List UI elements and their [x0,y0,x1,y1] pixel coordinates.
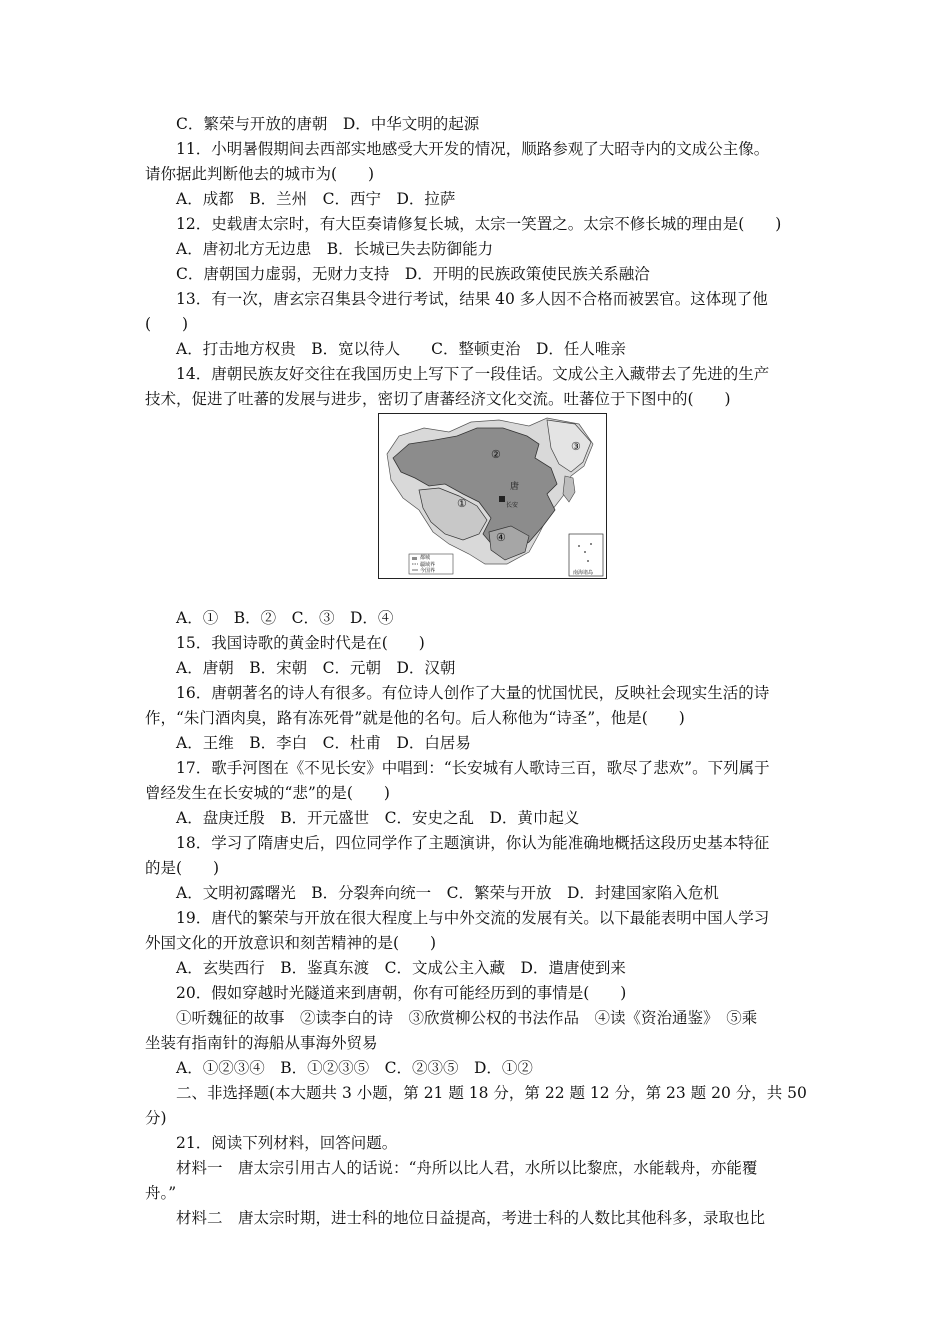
text-line: A．唐朝 B．宋朝 C．元朝 D．汉朝 [176,659,456,677]
text-line: 分) [145,1109,167,1127]
map-legend-modern: 今国界 [420,568,436,574]
text-line: 16．唐朝著名的诗人有很多。有位诗人创作了大量的忧国忧民，反映社会现实生活的诗 [176,684,770,702]
text-line: ( ) [145,315,189,333]
text-line: 14．唐朝民族友好交往在我国历史上写下了一段佳话。文成公主入藏带去了先进的生产 [176,365,770,383]
text-line: 舟。” [145,1184,177,1202]
text-line: 12．史载唐太宗时，有大臣奏请修复长城，太宗一笑置之。太宗不修长城的理由是( ) [176,215,782,233]
map-figure [145,413,810,603]
text-line: A．成都 B．兰州 C．西宁 D．拉萨 [176,190,456,208]
map-legend-border: 疆域界 [420,562,436,568]
map-marker-1: ① [457,497,467,510]
text-line: 21．阅读下列材料，回答问题。 [176,1134,398,1152]
text-line: A．唐初北方无边患 B．长城已失去防御能力 [176,240,494,258]
text-line: 13．有一次，唐玄宗召集县令进行考试，结果 40 多人因不合格而被罢官。这体现了他 [176,290,768,308]
map-label-nanhai: 南海诸岛 [573,570,594,576]
text-line: 的是( ) [145,859,220,877]
text-line: ①听魏征的故事 ②读李白的诗 ③欣赏柳公权的书法作品 ④读《资治通鉴》 ⑤乘 [176,1009,758,1027]
text-line: 曾经发生在长安城的“悲”的是( ) [145,784,390,802]
map-label-changan: 长安 [506,502,519,509]
question-block-top [145,112,810,412]
text-line: 20．假如穿越时光隧道来到唐朝，你有可能经历到的事情是( ) [176,984,627,1002]
text-line: 19．唐代的繁荣与开放在很大程度上与中外交流的发展有关。以下最能表明中国人学习 [176,909,770,927]
text-line: 二、非选择题(本大题共 3 小题，第 21 题 18 分，第 22 题 12 分，第 23 题 20 分，共 50 [176,1084,807,1102]
text-line: 材料二 唐太宗时期，进士科的地位日益提高，考进士科的人数比其他科多，录取也比 [176,1209,766,1227]
text-line: A．王维 B．李白 C．杜甫 D．白居易 [176,734,471,752]
text-line: A．文明初露曙光 B．分裂奔向统一 C．繁荣与开放 D．封建国家陷入危机 [176,884,719,902]
text-line: 18．学习了隋唐史后，四位同学作了主题演讲，你认为能准确地概括这段历史基本特征 [176,834,770,852]
map-label-tang: 唐 [510,482,520,492]
text-line: A．①②③④ B．①②③⑤ C．②③⑤ D．①② [176,1059,533,1077]
text-line: A．① B．② C．③ D．④ [176,609,394,627]
text-line: 材料一 唐太宗引用古人的话说：“舟所以比人君，水所以比黎庶，水能载舟，亦能覆 [176,1159,758,1177]
text-line: 11．小明暑假期间去西部实地感受大开发的情况，顺路参观了大昭寺内的文成公主像。 [176,140,770,158]
map-korea [563,476,575,502]
text-line: 作，“朱门酒肉臭，路有冻死骨”就是他的名句。后人称他为“诗圣”，他是( ) [145,709,685,727]
text-line: A．盘庚迁殷 B．开元盛世 C．安史之乱 D．黄巾起义 [176,809,580,827]
text-line: 15．我国诗歌的黄金时代是在( ) [176,634,425,652]
map-marker-2: ② [491,448,501,461]
text-line: C．繁荣与开放的唐朝 D．中华文明的起源 [176,115,480,133]
text-line: 17．歌手河图在《不见长安》中唱到：“长安城有人歌诗三百，歌尽了悲欢”。下列属于 [176,759,770,777]
map-legend-capital: 都城 [420,555,431,561]
text-line: 技术，促进了吐蕃的发展与进步，密切了唐蕃经济文化交流。吐蕃位于下图中的( ) [145,390,731,408]
exam-page [145,112,810,1231]
text-line: 坐装有指南针的海船从事海外贸易 [145,1034,378,1052]
capital-marker [499,496,505,502]
text-line: A．打击地方权贵 B．宽以待人 C．整顿吏治 D．任人唯亲 [176,340,626,358]
map-marker-4: ④ [496,531,506,544]
text-line: 请你据此判断他去的城市为( ) [145,165,375,183]
text-line: 外国文化的开放意识和刻苦精神的是( ) [145,934,437,952]
tang-map-svg [379,414,606,578]
text-line: A．玄奘西行 B．鉴真东渡 C．文成公主入藏 D．遣唐使到来 [176,959,626,977]
question-block-bottom [145,606,810,1231]
map-marker-3: ③ [571,440,581,453]
text-line: C．唐朝国力虚弱，无财力支持 D．开明的民族政策使民族关系融洽 [176,265,650,283]
tang-map [378,413,607,579]
